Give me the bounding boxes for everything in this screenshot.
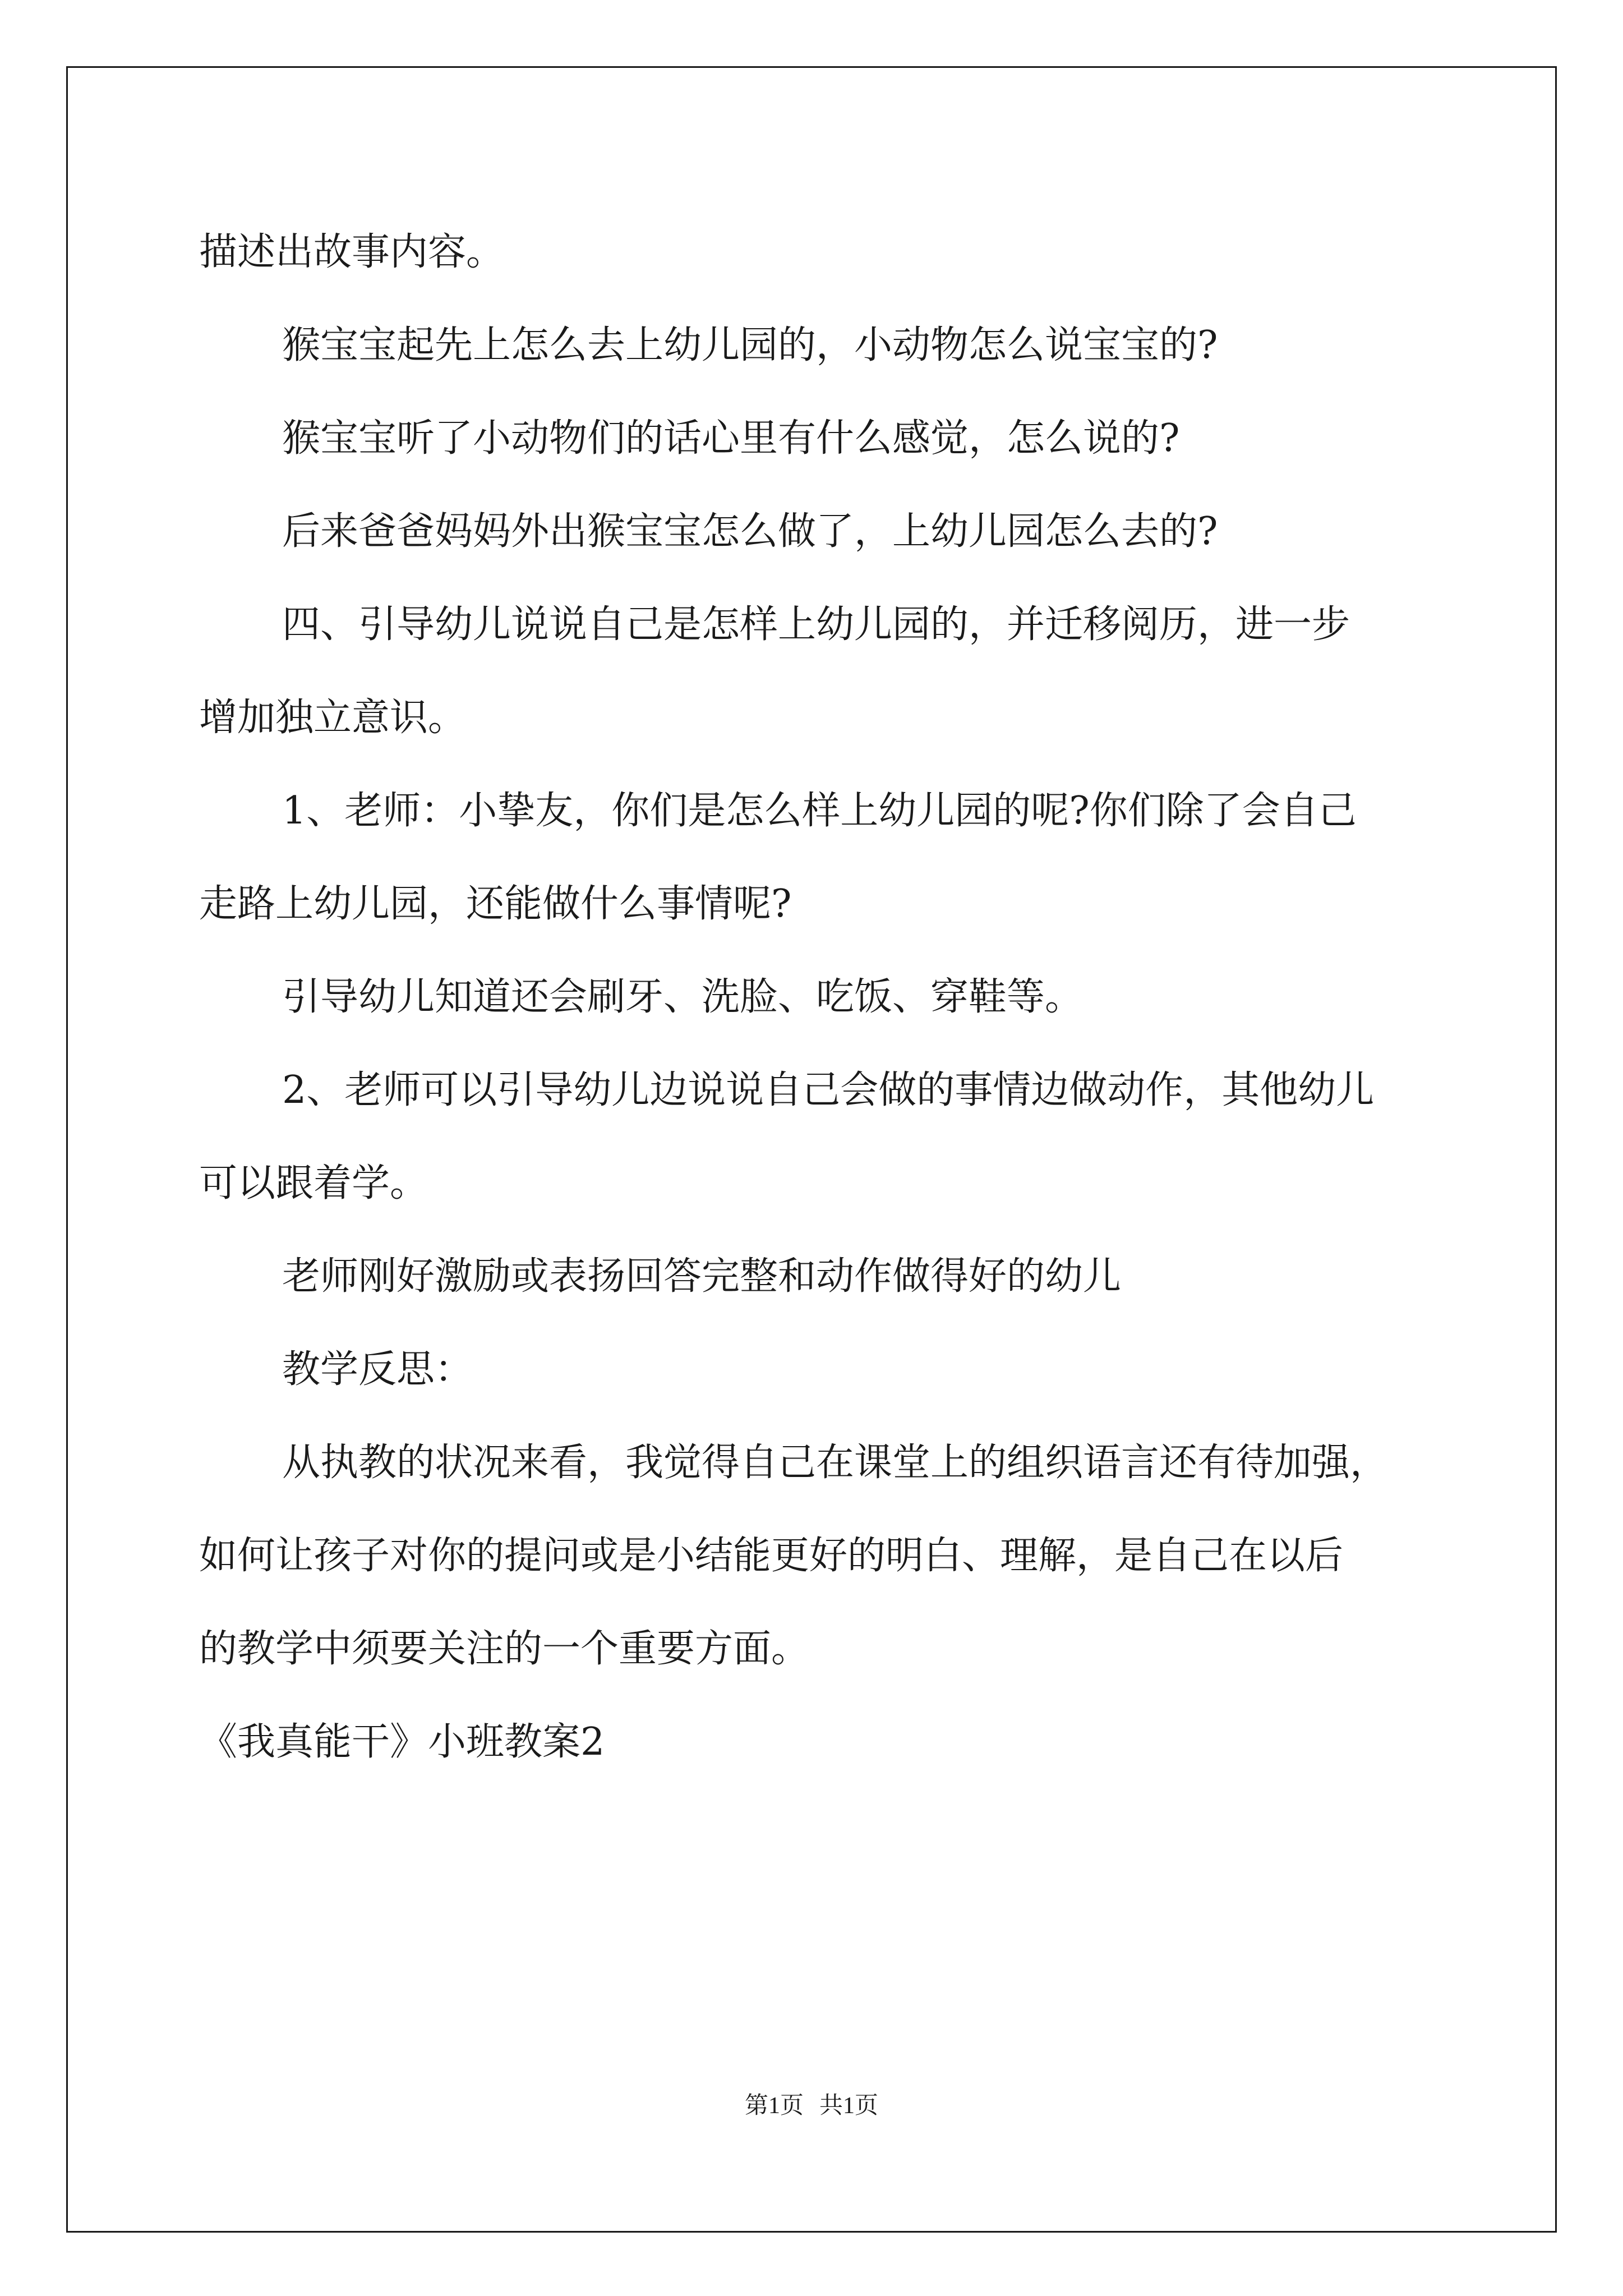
paragraph-line: 2、老师可以引导幼儿边说说自己会做的事情边做动作，其他幼儿 — [282, 1068, 1375, 1112]
paragraph-line: 的教学中须要关注的一个重要方面。 — [199, 1627, 810, 1671]
paragraph-line: 可以跟着学。 — [199, 1161, 428, 1205]
paragraph-line: 引导幼儿知道还会刷牙、洗脸、吃饭、穿鞋等。 — [282, 975, 1083, 1019]
paragraph-line: 老师刚好激励或表扬回答完整和动作做得好的幼儿 — [282, 1254, 1122, 1299]
paragraph-line: 如何让孩子对你的提问或是小结能更好的明白、理解，是自己在以后 — [199, 1534, 1344, 1578]
section-heading: 《我真能干》小班教案2 — [199, 1720, 605, 1764]
paragraph-line: 描述出故事内容。 — [199, 230, 505, 274]
paragraph-line: 1、老师：小挚友，你们是怎么样上幼儿园的呢?你们除了会自己 — [282, 789, 1357, 833]
paragraph-line: 教学反思： — [282, 1347, 473, 1392]
paragraph-line: 猴宝宝听了小动物们的话心里有什么感觉，怎么说的? — [282, 416, 1180, 461]
paragraph-line: 从执教的状况来看，我觉得自己在课堂上的组织语言还有待加强， — [282, 1441, 1389, 1485]
page-total: 共1页 — [819, 2093, 879, 2119]
paragraph-line: 猴宝宝起先上怎么去上幼儿园的，小动物怎么说宝宝的? — [282, 323, 1218, 367]
page-number: 第1页 — [744, 2093, 804, 2119]
paragraph-line: 增加独立意识。 — [199, 696, 467, 740]
paragraph-line: 后来爸爸妈妈外出猴宝宝怎么做了，上幼儿园怎么去的? — [282, 509, 1218, 554]
page-border — [66, 66, 1557, 2233]
paragraph-line: 四、引导幼儿说说自己是怎样上幼儿园的，并迁移阅历，进一步 — [282, 602, 1350, 647]
paragraph-line: 走路上幼儿园，还能做什么事情呢? — [199, 882, 792, 926]
page-footer — [0, 2087, 1623, 2120]
